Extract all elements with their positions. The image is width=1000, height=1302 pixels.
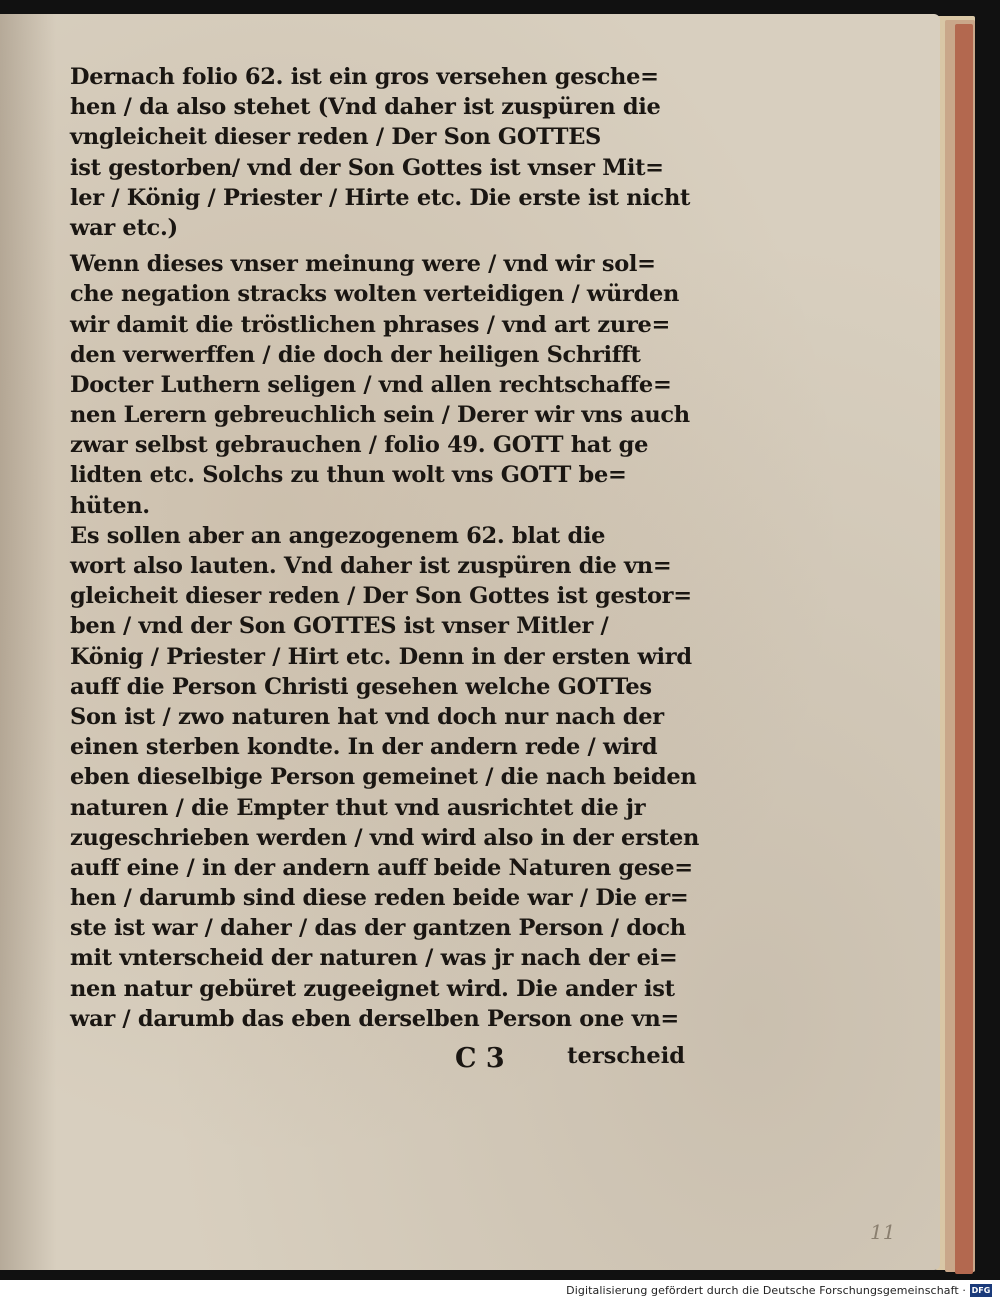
text-line: hen / da also stehet (Vnd daher ist zuspüren die <box>70 94 661 121</box>
text-line: hüten. <box>70 492 150 519</box>
catchword: terscheid <box>567 1043 685 1069</box>
text-line: ben / vnd der Son GOTTES ist vnser Mitler / <box>70 613 609 640</box>
text-line: gleicheit dieser reden / Der Son Gottes ist gestor= <box>70 583 692 610</box>
text-line: ler / König / Priester / Hirte etc. Die erste ist nicht <box>70 184 691 211</box>
text-line: che negation stracks wolten verteidigen / würden <box>70 281 680 308</box>
text-line: auff die Person Christi gesehen welche GOTTes <box>70 673 652 700</box>
text-line: Dernach folio 62. ist ein gros versehen gesche= <box>70 64 659 90</box>
text-line: König / Priester / Hirt etc. Denn in der ersten wird <box>70 643 692 670</box>
text-line: nen natur gebüret zugeeignet wird. Die ander ist <box>70 975 675 1002</box>
text-line: naturen / die Empter thut vnd ausrichtet die jr <box>70 794 646 821</box>
text-line: mit vnterscheid der naturen / was jr nach der ei= <box>70 945 678 972</box>
text-line: ste ist war / daher / das der gantzen Person / doch <box>70 915 686 942</box>
text-line: war etc.) <box>70 214 178 241</box>
text-line: eben dieselbige Person gemeinet / die nach beiden <box>70 764 697 791</box>
page-edge <box>955 24 973 1274</box>
page-footer <box>70 1043 685 1077</box>
text-line: Es sollen aber an angezogenem 62. blat die <box>70 522 606 549</box>
signature-mark: C 3 <box>455 1043 505 1074</box>
text-line: den verwerffen / die doch der heiligen Schrifft <box>70 341 641 368</box>
text-line: wir damit die tröstlichen phrases / vnd art zure= <box>70 311 671 338</box>
dfg-logo-icon: DFG <box>971 1286 991 1295</box>
pencil-folio-note: 11 <box>870 1220 896 1244</box>
text-line: Docter Luthern seligen / vnd allen rechtschaffe= <box>70 371 672 398</box>
text-line: vngleicheit dieser reden / Der Son GOTTES <box>70 124 602 151</box>
text-line: einen sterben kondte. In der andern rede / wird <box>70 734 658 761</box>
text-line: hen / darumb sind diese reden beide war / Die er= <box>70 885 689 912</box>
text-line: zwar selbst gebrauchen / folio 49. GOTT hat ge <box>70 432 649 459</box>
page-text-block <box>70 62 700 1034</box>
text-line: ist gestorben/ vnd der Son Gottes ist vnser Mit= <box>70 154 664 181</box>
text-line: Wenn dieses vnser meinung were / vnd wir sol= <box>70 251 656 278</box>
text-line: nen Lerern gebreuchlich sein / Derer wir vns auch <box>70 402 690 429</box>
text-line: zugeschrieben werden / vnd wird also in der ersten <box>70 824 700 851</box>
text-line: lidten etc. Solchs zu thun wolt vns GOTT be= <box>70 462 627 489</box>
text-line: auff eine / in der andern auff beide Naturen gese= <box>70 854 693 881</box>
text-line: war / darumb das eben derselben Person one vn= <box>70 1005 679 1032</box>
text-line: Son ist / zwo naturen hat vnd doch nur nach der <box>70 703 664 730</box>
text-line: wort also lauten. Vnd daher ist zuspüren die vn= <box>70 553 672 579</box>
funding-credit: Digitalisierung gefördert durch die Deutsche Forschungsgemeinschaft · <box>566 1284 966 1297</box>
